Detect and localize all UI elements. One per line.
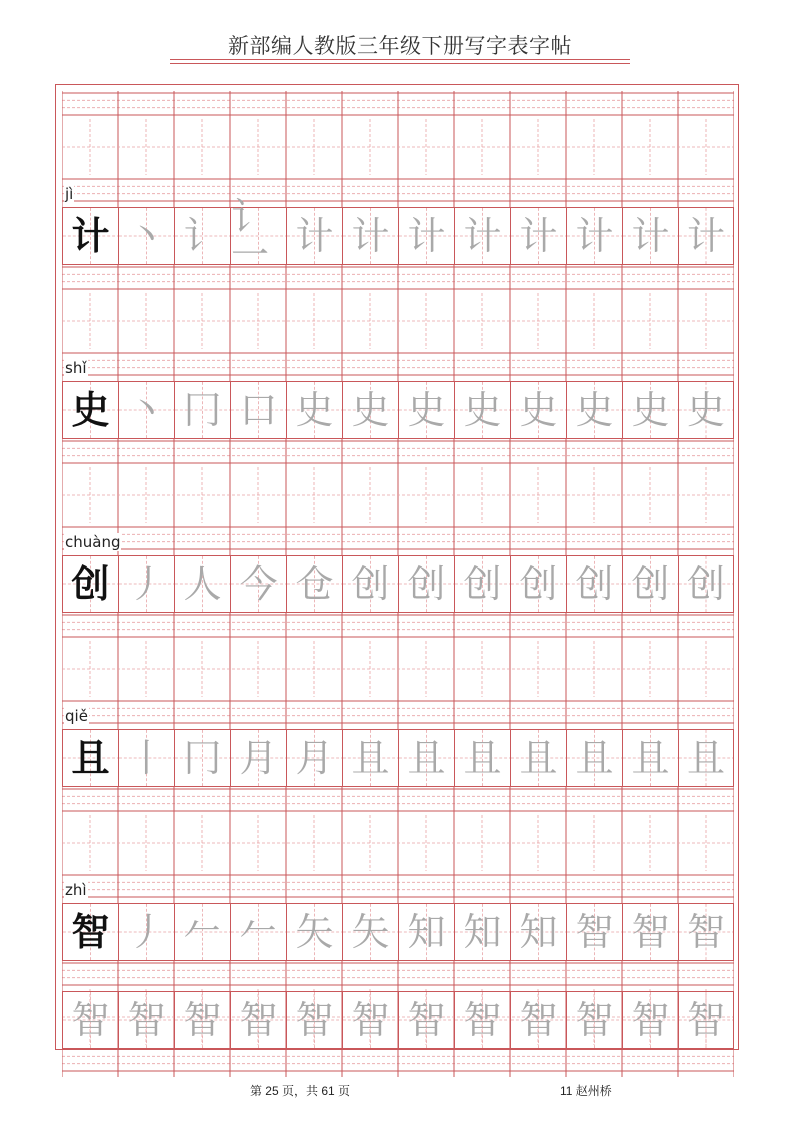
stroke-order-cell bbox=[286, 555, 342, 613]
stroke-order-cell bbox=[174, 903, 230, 961]
stroke-step: 且 bbox=[631, 736, 670, 780]
stroke-order-cell bbox=[230, 381, 286, 439]
stroke-order-cell bbox=[678, 555, 734, 613]
stroke-step: 讠 bbox=[183, 214, 222, 258]
stroke-order-cell bbox=[398, 729, 454, 787]
stroke-order-cell bbox=[286, 207, 342, 265]
stroke-step: 智 bbox=[351, 998, 390, 1042]
pinyin-label: qiě bbox=[65, 707, 88, 725]
pinyin-band bbox=[62, 961, 734, 991]
model-character-cell bbox=[62, 381, 118, 439]
stroke-step: 丨 bbox=[127, 736, 166, 780]
stroke-step: 计 bbox=[351, 214, 390, 258]
stroke-order-cell bbox=[566, 207, 622, 265]
stroke-order-cell bbox=[678, 991, 734, 1049]
pinyin-band bbox=[62, 91, 734, 207]
page-number bbox=[0, 1082, 800, 1099]
stroke-order-cell bbox=[678, 381, 734, 439]
stroke-step: 史 bbox=[575, 388, 614, 432]
character-row bbox=[62, 195, 734, 277]
stroke-step: 讠一 bbox=[231, 195, 270, 277]
pinyin-band bbox=[62, 787, 734, 903]
stroke-order-cell bbox=[342, 991, 398, 1049]
stroke-order-cell bbox=[510, 555, 566, 613]
stroke-order-cell bbox=[566, 991, 622, 1049]
stroke-order-cell bbox=[118, 381, 174, 439]
stroke-order-cell bbox=[342, 207, 398, 265]
model-character-cell bbox=[62, 903, 118, 961]
stroke-order-cell bbox=[118, 991, 174, 1049]
stroke-order-cell bbox=[342, 729, 398, 787]
stroke-step: 冂 bbox=[183, 388, 222, 432]
stroke-step: 且 bbox=[519, 736, 558, 780]
stroke-step: 计 bbox=[686, 214, 725, 258]
stroke-order-cell bbox=[622, 555, 678, 613]
stroke-order-cell bbox=[454, 903, 510, 961]
stroke-step: 𠂉 bbox=[183, 910, 222, 954]
stroke-step: 智 bbox=[127, 998, 166, 1042]
stroke-step: 知 bbox=[519, 910, 558, 954]
stroke-order-cell bbox=[174, 991, 230, 1049]
stroke-order-cell bbox=[678, 903, 734, 961]
stroke-step: 智 bbox=[519, 998, 558, 1042]
stroke-step: 智 bbox=[686, 910, 725, 954]
title-rule-bottom bbox=[170, 63, 630, 64]
pinyin-band bbox=[62, 439, 734, 555]
model-character-cell bbox=[62, 729, 118, 787]
stroke-step: 且 bbox=[575, 736, 614, 780]
stroke-step: 矢 bbox=[295, 910, 334, 954]
stroke-order-cell bbox=[454, 207, 510, 265]
stroke-step: 创 bbox=[407, 562, 446, 606]
stroke-order-cell bbox=[622, 991, 678, 1049]
stroke-step: 创 bbox=[351, 562, 390, 606]
stroke-step: 智 bbox=[686, 998, 725, 1042]
stroke-order-cell bbox=[622, 381, 678, 439]
stroke-order-cell bbox=[398, 381, 454, 439]
stroke-step: 史 bbox=[631, 388, 670, 432]
stroke-order-cell bbox=[286, 903, 342, 961]
stroke-step: 计 bbox=[295, 214, 334, 258]
stroke-order-cell bbox=[118, 903, 174, 961]
stroke-order-cell bbox=[62, 991, 118, 1049]
stroke-step: 智 bbox=[407, 998, 446, 1042]
stroke-step: 人 bbox=[183, 562, 222, 606]
stroke-order-cell bbox=[118, 555, 174, 613]
stroke-step: 丶 bbox=[127, 214, 166, 258]
stroke-order-cell bbox=[174, 207, 230, 265]
lesson-label: 11 赵州桥 bbox=[560, 1084, 612, 1098]
stroke-step: 智 bbox=[71, 998, 110, 1042]
stroke-order-cell bbox=[230, 729, 286, 787]
stroke-order-cell bbox=[230, 991, 286, 1049]
stroke-order-cell bbox=[510, 991, 566, 1049]
stroke-order-cell bbox=[174, 729, 230, 787]
pinyin-label: jì bbox=[65, 185, 74, 203]
stroke-step: 智 bbox=[295, 998, 334, 1042]
stroke-step: 计 bbox=[631, 214, 670, 258]
stroke-order-cell bbox=[454, 381, 510, 439]
stroke-order-cell bbox=[454, 991, 510, 1049]
pinyin-ruling bbox=[62, 91, 734, 207]
stroke-order-cell bbox=[398, 555, 454, 613]
pinyin-ruling bbox=[62, 613, 734, 729]
stroke-step: 且 bbox=[686, 736, 725, 780]
stroke-step: 口 bbox=[239, 388, 278, 432]
stroke-order-cell bbox=[174, 381, 230, 439]
stroke-order-cell bbox=[342, 903, 398, 961]
pinyin-label: shǐ bbox=[65, 359, 87, 377]
stroke-step: 计 bbox=[463, 214, 502, 258]
stroke-step: 创 bbox=[519, 562, 558, 606]
pinyin-band bbox=[62, 613, 734, 729]
stroke-step: 知 bbox=[407, 910, 446, 954]
stroke-step: 矢 bbox=[351, 910, 390, 954]
stroke-step: 计 bbox=[519, 214, 558, 258]
stroke-order-cell bbox=[118, 207, 174, 265]
character-row bbox=[62, 555, 734, 613]
character-row bbox=[62, 903, 734, 961]
page-number-text: 第 25 页，共 61 页 bbox=[249, 1084, 351, 1098]
stroke-step: 丿 bbox=[127, 562, 166, 606]
model-character: 计 bbox=[71, 214, 110, 258]
page-title: 新部编人教版三年级下册写字表字帖 bbox=[228, 34, 572, 58]
stroke-step: 智 bbox=[239, 998, 278, 1042]
stroke-order-cell bbox=[398, 207, 454, 265]
stroke-step: 且 bbox=[407, 736, 446, 780]
pinyin-ruling bbox=[62, 787, 734, 903]
stroke-step: 计 bbox=[407, 214, 446, 258]
model-character: 且 bbox=[71, 736, 110, 780]
stroke-order-cell bbox=[398, 991, 454, 1049]
stroke-step: 史 bbox=[407, 388, 446, 432]
stroke-step: 创 bbox=[686, 562, 725, 606]
stroke-order-cell bbox=[286, 381, 342, 439]
stroke-order-cell bbox=[510, 729, 566, 787]
stroke-order-cell bbox=[174, 555, 230, 613]
model-character: 史 bbox=[71, 388, 110, 432]
stroke-step: 今 bbox=[239, 562, 278, 606]
stroke-order-cell bbox=[454, 729, 510, 787]
model-character: 智 bbox=[71, 910, 110, 954]
stroke-order-cell bbox=[230, 903, 286, 961]
stroke-order-cell bbox=[622, 729, 678, 787]
stroke-step: 智 bbox=[183, 998, 222, 1042]
stroke-order-cell bbox=[510, 207, 566, 265]
stroke-step: 创 bbox=[463, 562, 502, 606]
practice-grid bbox=[62, 91, 734, 1049]
stroke-step: 仓 bbox=[295, 562, 334, 606]
stroke-order-cell bbox=[454, 555, 510, 613]
stroke-step: 月 bbox=[295, 736, 334, 780]
stroke-step: 月 bbox=[239, 736, 278, 780]
stroke-order-cell bbox=[342, 381, 398, 439]
stroke-order-cell bbox=[398, 903, 454, 961]
stroke-step: 史 bbox=[463, 388, 502, 432]
stroke-step: 史 bbox=[686, 388, 725, 432]
stroke-step: 且 bbox=[463, 736, 502, 780]
stroke-step: 智 bbox=[575, 998, 614, 1042]
stroke-step: 丿 bbox=[127, 910, 166, 954]
stroke-step: 冂 bbox=[183, 736, 222, 780]
stroke-order-cell bbox=[230, 195, 286, 277]
stroke-order-cell bbox=[566, 729, 622, 787]
stroke-step: 计 bbox=[575, 214, 614, 258]
stroke-order-cell bbox=[566, 381, 622, 439]
stroke-order-cell bbox=[678, 729, 734, 787]
pinyin-ruling bbox=[62, 265, 734, 381]
stroke-step: 丶 bbox=[127, 388, 166, 432]
stroke-step: 智 bbox=[631, 910, 670, 954]
stroke-step: 史 bbox=[519, 388, 558, 432]
stroke-order-cell bbox=[622, 903, 678, 961]
stroke-order-cell bbox=[286, 729, 342, 787]
model-character: 创 bbox=[71, 562, 110, 606]
stroke-order-cell bbox=[510, 903, 566, 961]
pinyin-label: chuàng bbox=[65, 533, 121, 551]
stroke-step: 𠂉 bbox=[239, 910, 278, 954]
stroke-order-cell bbox=[342, 555, 398, 613]
stroke-order-cell bbox=[678, 207, 734, 265]
pinyin-label: zhì bbox=[65, 881, 87, 899]
stroke-order-cell bbox=[286, 991, 342, 1049]
stroke-order-cell bbox=[566, 555, 622, 613]
stroke-order-cell bbox=[566, 903, 622, 961]
stroke-step: 史 bbox=[295, 388, 334, 432]
stroke-step: 且 bbox=[351, 736, 390, 780]
model-character-cell bbox=[62, 207, 118, 265]
stroke-step: 智 bbox=[575, 910, 614, 954]
stroke-step: 智 bbox=[463, 998, 502, 1042]
stroke-step: 智 bbox=[631, 998, 670, 1042]
pinyin-band bbox=[62, 265, 734, 381]
stroke-step: 知 bbox=[463, 910, 502, 954]
stroke-order-cell bbox=[118, 729, 174, 787]
pinyin-ruling bbox=[62, 439, 734, 555]
character-row bbox=[62, 729, 734, 787]
stroke-order-cell bbox=[622, 207, 678, 265]
stroke-order-cell bbox=[230, 555, 286, 613]
stroke-step: 创 bbox=[631, 562, 670, 606]
character-row bbox=[62, 991, 734, 1049]
stroke-step: 史 bbox=[351, 388, 390, 432]
stroke-step: 创 bbox=[575, 562, 614, 606]
character-row bbox=[62, 381, 734, 439]
stroke-order-cell bbox=[510, 381, 566, 439]
model-character-cell bbox=[62, 555, 118, 613]
title-rule-top bbox=[170, 59, 630, 60]
